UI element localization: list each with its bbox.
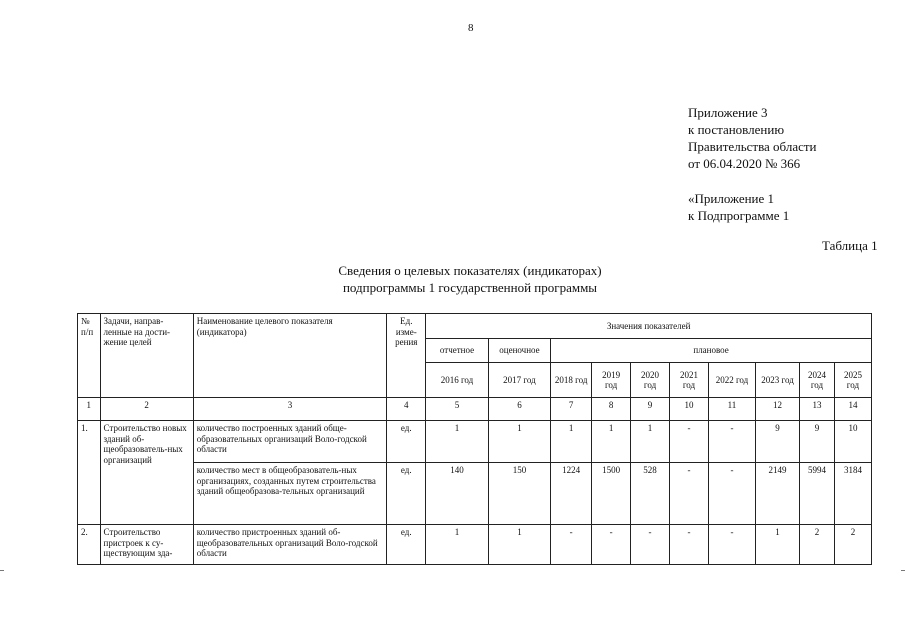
column-number: 14: [834, 398, 871, 421]
row-value: 10: [834, 421, 871, 463]
title-line: подпрограммы 1 государственной программы: [342, 280, 598, 295]
column-number: 11: [708, 398, 755, 421]
column-number: 5: [426, 398, 488, 421]
row-value: 2149: [756, 463, 800, 525]
row-value: 1: [488, 421, 550, 463]
year-header: 2016 год: [426, 363, 488, 398]
row-value: 2: [800, 525, 835, 565]
column-number: 7: [551, 398, 592, 421]
year-header: 2022 год: [708, 363, 755, 398]
row-value: -: [708, 525, 755, 565]
column-number: 6: [488, 398, 550, 421]
header-tasks: Задачи, направ-ленные на дости-жение целей: [100, 314, 193, 398]
row-value: -: [631, 525, 670, 565]
column-number: 1: [78, 398, 101, 421]
page-number: 8: [468, 22, 474, 34]
year-header: 2018 год: [551, 363, 592, 398]
table-label: Таблица 1: [822, 238, 878, 253]
row-value: -: [708, 421, 755, 463]
column-number: 4: [387, 398, 426, 421]
row-value: 3184: [834, 463, 871, 525]
row-value: 150: [488, 463, 550, 525]
row-value: 1: [592, 421, 631, 463]
title-line: Сведения о целевых показателях (индикаторах): [338, 263, 602, 278]
column-number: 8: [592, 398, 631, 421]
column-number: 12: [756, 398, 800, 421]
row-task: Строительство новых зданий об-щеобразователь-ных организаций: [100, 421, 193, 525]
year-header: 2017 год: [488, 363, 550, 398]
row-unit: ед.: [387, 421, 426, 463]
appendix-block: [688, 104, 817, 172]
inner-appendix-block: [688, 190, 789, 224]
row-value: 1: [426, 525, 488, 565]
row-value: 9: [800, 421, 835, 463]
year-header: 2019 год: [592, 363, 631, 398]
row-value: 1500: [592, 463, 631, 525]
scan-edge-mark: [0, 570, 4, 571]
header-reported: отчетное: [426, 339, 488, 363]
row-value: -: [592, 525, 631, 565]
row-value: 2: [834, 525, 871, 565]
column-number: 3: [193, 398, 387, 421]
appendix-line: к постановлению: [688, 122, 785, 137]
row-task: Строительство пристроек к су-ществующим зда-: [100, 525, 193, 565]
row-value: -: [670, 525, 709, 565]
row-value: 1: [756, 525, 800, 565]
header-unit: Ед. изме-рения: [387, 314, 426, 398]
row-value: 1: [631, 421, 670, 463]
year-header: 2025 год: [834, 363, 871, 398]
header-values: Значения показателей: [426, 314, 872, 339]
appendix-line: Правительства области: [688, 139, 817, 154]
column-number: 10: [670, 398, 709, 421]
row-value: -: [708, 463, 755, 525]
column-number: 13: [800, 398, 835, 421]
row-value: -: [551, 525, 592, 565]
row-value: 528: [631, 463, 670, 525]
row-num: 1.: [78, 421, 101, 525]
row-indicator: количество построенных зданий обще-образовательных организаций Воло-годской области: [193, 421, 387, 463]
row-value: 9: [756, 421, 800, 463]
scan-edge-mark: [901, 570, 905, 571]
appendix-line: от 06.04.2020 № 366: [688, 156, 801, 171]
row-value: 1: [426, 421, 488, 463]
row-value: -: [670, 463, 709, 525]
header-num: № п/п: [78, 314, 101, 398]
row-unit: ед.: [387, 463, 426, 525]
row-value: 1224: [551, 463, 592, 525]
table-row: [78, 421, 872, 463]
year-header: 2024 год: [800, 363, 835, 398]
table-row: [78, 463, 872, 525]
table-row: [78, 525, 872, 565]
year-header: 2020 год: [631, 363, 670, 398]
row-value: 5994: [800, 463, 835, 525]
year-header: 2023 год: [756, 363, 800, 398]
column-number: 9: [631, 398, 670, 421]
table-title: [250, 262, 690, 296]
row-value: -: [670, 421, 709, 463]
header-indicator: Наименование целевого показателя (индикатора): [193, 314, 387, 398]
appendix-line: Приложение 3: [688, 105, 768, 120]
row-indicator: количество пристроенных зданий об-щеобразовательных организаций Воло-годской области: [193, 525, 387, 565]
header-estimated: оценочное: [488, 339, 550, 363]
row-num: 2.: [78, 525, 101, 565]
row-indicator: количество мест в общеобразователь-ных организациях, созданных путем строительства зданий общеобразова-тельных организаций: [193, 463, 387, 525]
header-planned: плановое: [551, 339, 872, 363]
appendix-line: «Приложение 1: [688, 191, 775, 206]
column-number: 2: [100, 398, 193, 421]
indicators-table: [77, 313, 872, 565]
row-unit: ед.: [387, 525, 426, 565]
appendix-line: к Подпрограмме 1: [688, 208, 790, 223]
row-value: 1: [551, 421, 592, 463]
row-value: 140: [426, 463, 488, 525]
row-value: 1: [488, 525, 550, 565]
column-number-row: [78, 398, 872, 421]
year-header: 2021 год: [670, 363, 709, 398]
